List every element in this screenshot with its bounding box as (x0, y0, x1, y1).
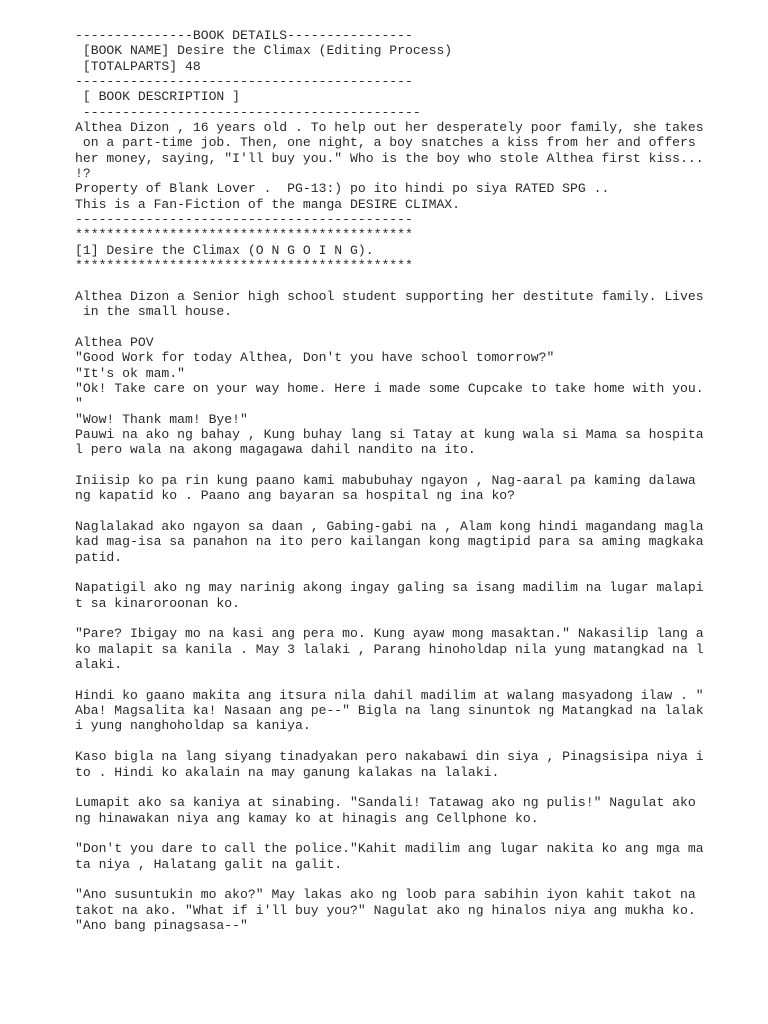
text-line: Napatigil ako ng may narinig akong ingay galing sa isang madilim na lugar malapi (75, 580, 704, 596)
text-line: Aba! Magsalita ka! Nasaan ang pe--" Bigla na lang sinuntok ng Matangkad na lalak (75, 703, 704, 719)
text-line: Kaso bigla na lang siyang tinadyakan pero nakabawi din siya , Pinagsisipa niya i (75, 749, 704, 765)
text-line: ng hinawakan niya ang kamay ko at hinagis ang Cellphone ko. (75, 810, 539, 826)
text-line: t sa kinaroroonan ko. (75, 595, 241, 611)
text-line: l pero wala na akong magagawa dahil nandito na ito. (75, 442, 476, 458)
text-line: ------------------------------------------- (75, 74, 413, 90)
text-line: takot na ako. "What if i'll buy you?" Nagulat ako ng hinalos niya ang mukha ko. (75, 902, 696, 918)
blank-line (75, 872, 765, 887)
text-line: Althea Dizon a Senior high school student supporting her destitute family. Lives (75, 288, 704, 304)
text-line: [TOTALPARTS] 48 (75, 58, 201, 74)
text-line: i yung nanghoholdap sa kaniya. (75, 718, 311, 734)
text-line: Property of Blank Lover . PG-13:) po ito hindi po siya RATED SPG .. (75, 181, 610, 197)
blank-line (75, 458, 765, 473)
text-line: her money, saying, "I'll buy you." Who is the boy who stole Althea first kiss... (75, 150, 704, 166)
text-line: Iniisip ko pa rin kung paano kami mabubuhay ngayon , Nag-aaral pa kaming dalawa (75, 472, 696, 488)
text-line: "Ano susuntukin mo ako?" May lakas ako ng loob para sabihin iyon kahit takot na (75, 887, 696, 903)
text-line: ta niya , Halatang galit na galit. (75, 856, 343, 872)
text-line: kad mag-isa sa panahon na ito pero kailangan kong magtipid para sa aming magkaka (75, 534, 704, 550)
text-line: ng kapatid ko . Paano ang bayaran sa hospital ng ina ko? (75, 488, 516, 504)
text-line: " (75, 396, 83, 412)
text-line: ******************************************* (75, 227, 413, 243)
blank-line (75, 672, 765, 687)
text-line: "Don't you dare to call the police."Kahit madilim ang lugar nakita ko ang mga ma (75, 841, 704, 857)
text-line: "Ok! Take care on your way home. Here i made some Cupcake to take home with you. (75, 380, 704, 396)
text-line: Pauwi na ako ng bahay , Kung buhay lang si Tatay at kung wala si Mama sa hospita (75, 426, 704, 442)
text-line: This is a Fan-Fiction of the manga DESIRE CLIMAX. (75, 196, 461, 212)
blank-line (75, 274, 765, 289)
text-line: Naglalakad ako ngayon sa daan , Gabing-gabi na , Alam kong hindi magandang magla (75, 519, 704, 534)
text-line: alaki. (75, 657, 123, 673)
text-line: "Wow! Thank mam! Bye!" (75, 411, 248, 427)
text-line: patid. (75, 549, 123, 565)
blank-line (75, 734, 765, 749)
text-line: "Ano bang pinagsasa--" (75, 917, 248, 933)
text-line: "Pare? Ibigay mo na kasi ang pera mo. Kung ayaw mong masaktan." Nakasilip lang a (75, 626, 704, 642)
text-line: Althea Dizon , 16 years old . To help out her desperately poor family, she takes (75, 120, 704, 136)
text-line: on a part-time job. Then, one night, a boy snatches a kiss from her and offers (75, 135, 696, 151)
text-line: [BOOK NAME] Desire the Climax (Editing Process) (75, 43, 453, 59)
text-line: to . Hindi ko akalain na may ganung kalakas na lalaki. (75, 764, 500, 780)
text-line: Lumapit ako sa kaniya at sinabing. "Sandali! Tatawag ako ng pulis!" Nagulat ako (75, 795, 696, 811)
text-line: ******************************************* (75, 258, 413, 274)
text-line: !? (75, 166, 91, 182)
text-line: ---------------BOOK DETAILS---------------- (75, 28, 413, 43)
text-line: "It's ok mam." (75, 365, 186, 381)
blank-line (75, 611, 765, 626)
text-line: [1] Desire the Climax (O N G O I N G). (75, 242, 374, 258)
blank-line (75, 565, 765, 580)
text-line: [ BOOK DESCRIPTION ] (75, 89, 241, 105)
text-line: in the small house. (75, 304, 233, 320)
text-line: Hindi ko gaano makita ang itsura nila dahil madilim at walang masyadong ilaw . " (75, 687, 704, 703)
blank-line (75, 504, 765, 519)
blank-line (75, 780, 765, 795)
text-line: "Good Work for today Althea, Don't you have school tomorrow?" (75, 350, 555, 366)
text-line: Althea POV (75, 334, 154, 350)
text-line: ko malapit sa kanila . May 3 lalaki , Parang hinoholdap nila yung matangkad na l (75, 641, 704, 657)
text-line: ------------------------------------------- (75, 212, 413, 228)
blank-line (75, 826, 765, 841)
blank-line (75, 320, 765, 335)
document-page (75, 28, 765, 933)
text-line: ------------------------------------------- (75, 104, 421, 120)
